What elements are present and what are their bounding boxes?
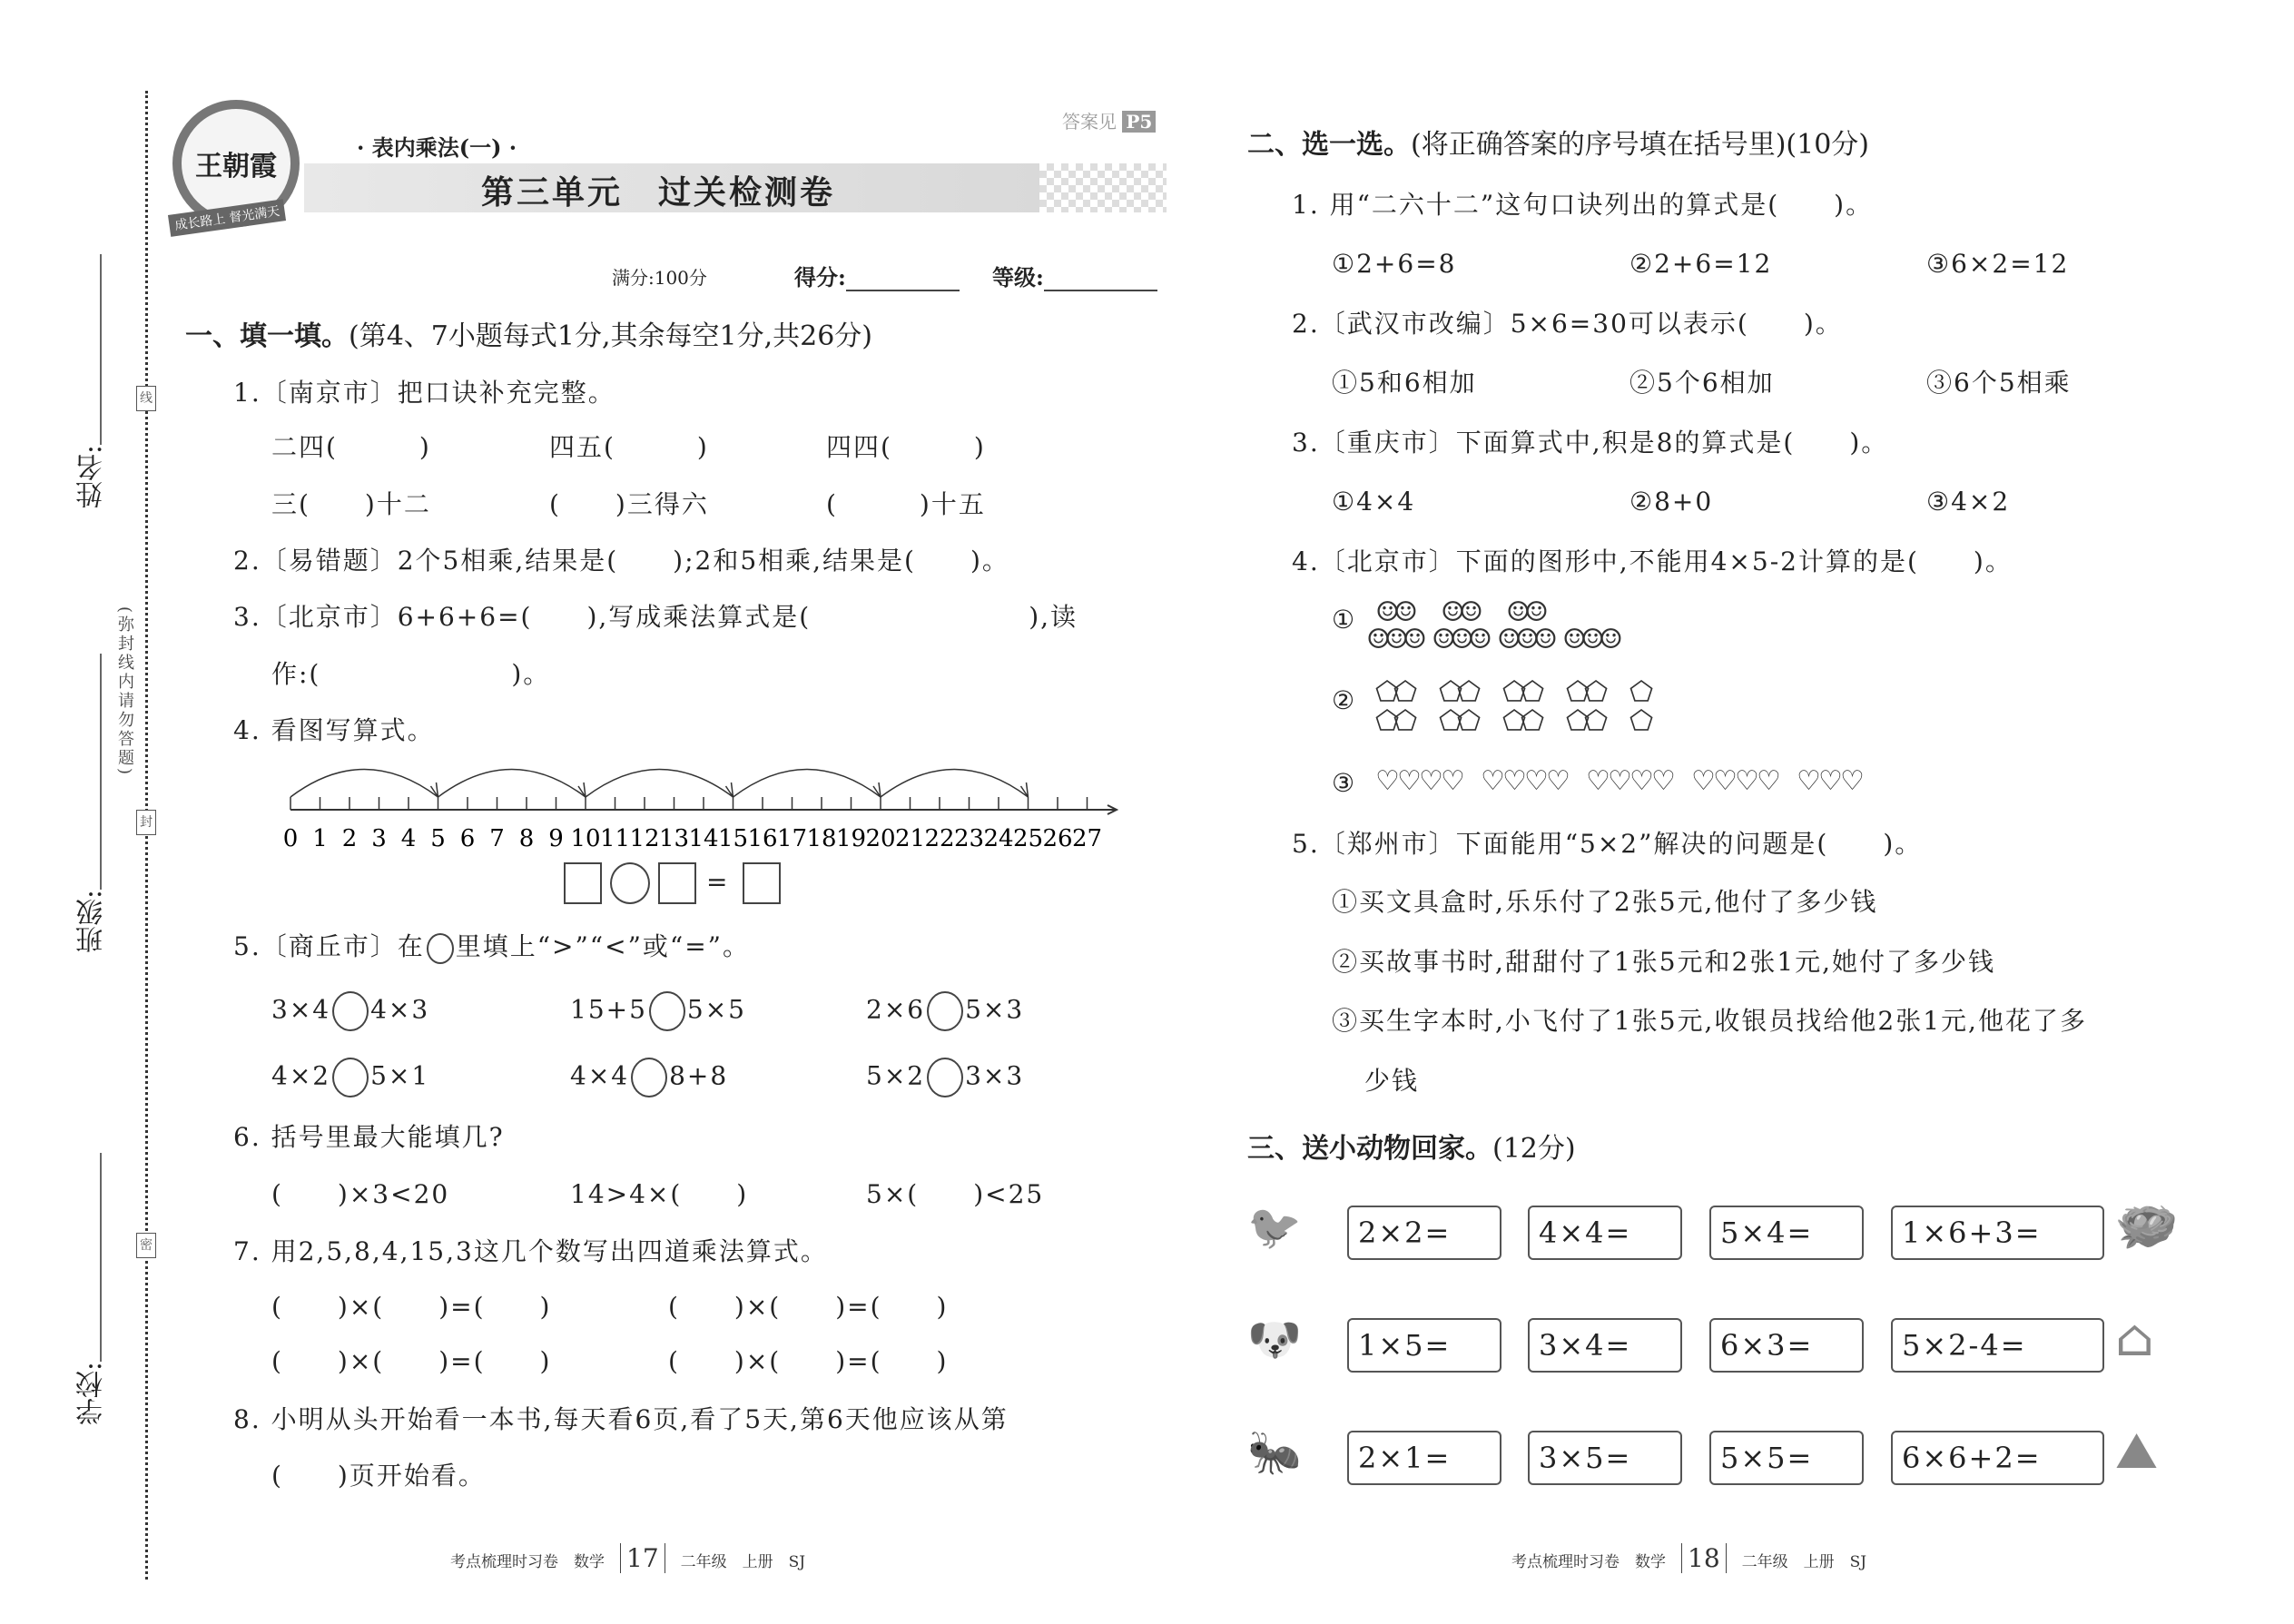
heart-icon: ♡ (1441, 765, 1465, 797)
tick-label: 17 (776, 825, 808, 852)
q1-7-blank[interactable]: ( )×( )=( ) (668, 1292, 949, 1322)
smiley-icon: ☺ (1393, 596, 1418, 628)
pentagon-icon: ⬠ (1584, 676, 1609, 708)
expression-box[interactable]: 6×3= (1709, 1318, 1864, 1373)
smiley-icon: ☺ (1533, 624, 1558, 655)
dog-icon[interactable]: 🐶 (1247, 1314, 1302, 1365)
smiley-icon: ☺ (1441, 596, 1465, 628)
q2-1-option: ③6×2=12 (1926, 249, 2070, 279)
pentagon-icon: ⬠ (1393, 705, 1418, 737)
pentagon-icon: ⬠ (1439, 705, 1463, 737)
heart-icon: ♡ (1502, 765, 1527, 797)
heart-icon: ♡ (1757, 765, 1781, 797)
heart-icon: ♡ (1818, 765, 1843, 797)
tick-label: 21 (894, 825, 926, 852)
section-3-title: 三、送小动物回家。 (1247, 1133, 1492, 1165)
smiley-icon: ☺ (1599, 624, 1623, 655)
pentagon-icon: ⬠ (1521, 676, 1545, 708)
q1-4-text: 4. 看图写算式。 (233, 715, 435, 745)
q1-6-item[interactable]: ( )×3<20 (271, 1179, 450, 1209)
brand-name: 王朝霞 (195, 151, 277, 182)
pentagon-icon: ⬠ (1629, 705, 1654, 737)
tick-label: 5 (430, 825, 446, 852)
comparison-circle[interactable] (927, 991, 963, 1031)
tick-label: 24 (983, 825, 1014, 852)
pentagon-icon: ⬠ (1566, 705, 1590, 737)
q2-5-option: ③买生字本时,小飞付了1张5元,收银员找给他2张1元,他花了多 (1332, 1006, 2087, 1036)
jump-arc (881, 770, 1029, 798)
pentagon-icon: ⬠ (1584, 705, 1609, 737)
circle-icon (427, 933, 454, 964)
expression-box[interactable]: 5×5= (1709, 1431, 1864, 1485)
expression-box[interactable]: 3×4= (1528, 1318, 1682, 1373)
school-line[interactable] (100, 1153, 102, 1362)
q1-5-post: 里填上“>”“<”或“=”。 (455, 931, 750, 961)
nest-icon[interactable]: 🪺 (2115, 1197, 2179, 1256)
tick-label: 16 (747, 825, 778, 852)
q2-2-option: ③6个5相乘 (1926, 368, 2072, 398)
smiley-icon: ☺ (1524, 596, 1549, 628)
tick-label: 23 (953, 825, 985, 852)
section-2-heading (1247, 129, 1869, 162)
smiley-icon: ☺ (1375, 596, 1400, 628)
banner-checker-pattern (1039, 163, 1167, 212)
page-number: 18 (1681, 1543, 1727, 1573)
q1-7-blank[interactable]: ( )×( )=( ) (271, 1346, 552, 1376)
section-3-heading (1247, 1133, 1576, 1166)
answer-box[interactable] (658, 862, 696, 904)
tick-label: 18 (806, 825, 837, 852)
comparison-circle[interactable] (649, 991, 685, 1031)
heart-icon: ♡ (1691, 765, 1716, 797)
q1-5-pre: 5.〔商丘市〕在 (233, 931, 425, 961)
q1-7-blank[interactable]: ( )×( )=( ) (668, 1346, 949, 1376)
tick-label: 7 (489, 825, 505, 852)
tick-label: 12 (629, 825, 660, 852)
unit-subtitle: · 表内乘法(一) · (357, 134, 517, 161)
smiley-icon: ☺ (1459, 596, 1483, 628)
tick-label: 4 (400, 825, 417, 852)
seal-mark-feng: 封 (136, 810, 156, 835)
q1-8-text-cont[interactable]: ( )页开始看。 (271, 1461, 486, 1491)
fold-dotted-line (145, 91, 148, 1580)
comparison-item (271, 991, 429, 1031)
footer-left (450, 1543, 805, 1573)
smiley-icon: ☺ (1450, 624, 1474, 655)
tick-label: 2 (341, 825, 358, 852)
q1-3-text-cont[interactable]: 作:( )。 (271, 659, 551, 689)
heart-icon: ♡ (1651, 765, 1676, 797)
tick-label: 19 (835, 825, 867, 852)
name-line[interactable] (100, 254, 102, 445)
q1-1-blank[interactable]: 二四( ) (271, 432, 431, 462)
seal-note: (弥封线内请勿答题) (115, 606, 134, 778)
comparison-item (570, 991, 746, 1031)
section-3-note: (12分) (1492, 1133, 1576, 1165)
tick-label: 10 (570, 825, 601, 852)
comparison-left: 3×4 (271, 994, 331, 1025)
expression-box[interactable]: 2×2= (1347, 1206, 1501, 1260)
q2-5-option: ①买文具盒时,乐乐付了2张5元,他付了多少钱 (1332, 887, 1878, 917)
pentagon-icon: ⬠ (1502, 676, 1527, 708)
expression-box[interactable]: 1×6+3= (1891, 1206, 2104, 1260)
score-field[interactable] (794, 260, 960, 291)
heart-icon: ♡ (1419, 765, 1443, 797)
smiley-icon: ☺ (1562, 624, 1587, 655)
comparison-left: 5×2 (866, 1060, 926, 1091)
smiley-icon: ☺ (1506, 596, 1531, 628)
expression-box[interactable]: 5×2-4= (1891, 1318, 2104, 1373)
q2-2-text[interactable]: 2.〔武汉市改编〕5×6=30可以表示( )。 (1292, 309, 1843, 339)
section-1-note: (第4、7小题每式1分,其余每空1分,共26分) (349, 320, 873, 352)
q2-1-text[interactable]: 1. 用“二六十二”这句口诀列出的算式是( )。 (1292, 190, 1874, 220)
answer-ref-label: 答案见 (1062, 111, 1117, 133)
q1-6-item[interactable]: 14>4×( ) (570, 1179, 749, 1209)
q1-1-text: 1.〔南京市〕把口诀补充完整。 (233, 378, 615, 408)
smiley-icon: ☺ (1384, 624, 1409, 655)
pentagon-icon: ⬠ (1393, 676, 1418, 708)
tick-label: 11 (599, 825, 631, 852)
q2-4-label: ① (1332, 605, 1357, 635)
q1-5-text (233, 931, 750, 964)
tick-label: 15 (717, 825, 749, 852)
q2-3-option: ②8+0 (1629, 487, 1714, 517)
ant-icon[interactable]: 🐜 (1247, 1427, 1302, 1478)
section-1-heading (185, 320, 872, 353)
smiley-icon: ☺ (1497, 624, 1521, 655)
score-label: 得分: (794, 264, 846, 290)
page-title: 第三单元 过关检测卷 (481, 174, 836, 212)
anthill-icon[interactable]: ⛰ (2115, 1422, 2159, 1481)
equals-sign: = (706, 867, 730, 897)
tick-label: 0 (282, 825, 299, 852)
q1-1-blank[interactable]: ( )三得六 (549, 489, 709, 519)
answer-box[interactable] (743, 862, 781, 904)
tick-label: 22 (924, 825, 955, 852)
tick-label: 6 (459, 825, 476, 852)
q1-2-text[interactable]: 2.〔易错题〕2个5相乘,结果是( );2和5相乘,结果是( )。 (233, 546, 1009, 576)
footer-series: 考点梳理时习卷 数学 (1511, 1553, 1666, 1571)
jump-arc (438, 770, 586, 798)
q2-5-option: ②买故事书时,甜甜付了1张5元和2张1元,她付了多少钱 (1332, 947, 1996, 977)
q2-3-option: ③4×2 (1926, 487, 2011, 517)
page-number: 17 (620, 1543, 665, 1573)
comparison-item (866, 1058, 1024, 1097)
name-label: 姓名: (76, 445, 108, 509)
q2-3-option: ①4×4 (1332, 487, 1416, 517)
smiley-icon: ☺ (1515, 624, 1540, 655)
q2-2-option: ①5和6相加 (1332, 368, 1477, 398)
comparison-right: 5×1 (370, 1060, 430, 1091)
q2-3-text[interactable]: 3.〔重庆市〕下面算式中,积是8的算式是( )。 (1292, 428, 1889, 458)
footer-grade: 二年级 上册 SJ (680, 1553, 806, 1571)
jump-arc (290, 770, 438, 798)
number-line (272, 753, 1135, 853)
comparison-circle[interactable] (631, 1058, 667, 1097)
heart-icon: ♡ (1629, 765, 1654, 797)
q1-1-blank[interactable]: 三( )十二 (271, 489, 431, 519)
tick-label: 14 (688, 825, 719, 852)
heart-icon: ♡ (1375, 765, 1400, 797)
grade-field[interactable] (992, 260, 1157, 291)
heart-icon: ♡ (1608, 765, 1632, 797)
grade-blank[interactable] (1044, 268, 1157, 291)
tick-label: 3 (371, 825, 387, 852)
q2-1-option: ①2+6=8 (1332, 249, 1457, 279)
q1-7-text: 7. 用2,5,8,4,15,3这几个数写出四道乘法算式。 (233, 1236, 828, 1266)
expression-box[interactable]: 3×5= (1528, 1431, 1682, 1485)
tick-label: 26 (1042, 825, 1073, 852)
comparison-right: 4×3 (370, 994, 430, 1025)
comparison-left: 15+5 (570, 994, 647, 1025)
smiley-icon: ☺ (1366, 624, 1391, 655)
brand-slogan: 成长路上 督光满天 (168, 199, 287, 237)
heart-icon: ♡ (1735, 765, 1759, 797)
answer-box[interactable] (564, 862, 602, 904)
seal-mark-mi: 密 (136, 1233, 156, 1258)
section-2-note: (将正确答案的序号填在括号里)(10分) (1411, 129, 1869, 161)
comparison-right: 5×3 (965, 994, 1025, 1025)
comparison-right: 5×5 (686, 994, 746, 1025)
comparison-left: 4×2 (271, 1060, 331, 1091)
class-label: 班级: (76, 890, 108, 954)
jump-arc (733, 770, 881, 798)
pentagon-icon: ⬠ (1629, 676, 1654, 708)
q1-1-blank[interactable]: 四四( ) (826, 432, 986, 462)
heart-icon: ♡ (1713, 765, 1738, 797)
smiley-icon: ☺ (1432, 624, 1456, 655)
grade-label: 等级: (992, 264, 1044, 290)
pentagon-icon: ⬠ (1521, 705, 1545, 737)
heart-icon: ♡ (1546, 765, 1570, 797)
pentagon-icon: ⬠ (1502, 705, 1527, 737)
footer-right (1511, 1543, 1866, 1573)
expression-box[interactable]: 1×5= (1347, 1318, 1501, 1373)
q2-2-option: ②5个6相加 (1629, 368, 1775, 398)
footer-series: 考点梳理时习卷 数学 (450, 1553, 605, 1571)
full-score: 满分:100分 (612, 267, 707, 289)
comparison-left: 2×6 (866, 994, 926, 1025)
pentagon-icon: ⬠ (1375, 676, 1400, 708)
pentagon-icon: ⬠ (1439, 676, 1463, 708)
q1-1-blank[interactable]: ( )十五 (826, 489, 986, 519)
pentagon-icon: ⬠ (1566, 676, 1590, 708)
comparison-item (570, 1058, 728, 1097)
q1-8-text: 8. 小明从头开始看一本书,每天看6页,看了5天,第6天他应该从第 (233, 1404, 1009, 1434)
comparison-circle[interactable] (332, 1058, 369, 1097)
q1-3-text[interactable]: 3.〔北京市〕6+6+6=( ),写成乘法算式是( ),读 (233, 602, 1078, 632)
section-2-title: 二、选一选。 (1247, 129, 1411, 161)
comparison-right: 3×3 (965, 1060, 1025, 1091)
tick-label: 27 (1071, 825, 1103, 852)
tick-label: 13 (658, 825, 690, 852)
tick-label: 20 (865, 825, 896, 852)
seal-mark-xian: 线 (136, 386, 156, 411)
comparison-left: 4×4 (570, 1060, 630, 1091)
tick-label: 25 (1012, 825, 1044, 852)
school-label: 学校: (76, 1362, 108, 1426)
tick-label: 9 (548, 825, 564, 852)
class-line[interactable] (100, 654, 102, 890)
q1-6-item[interactable]: 5×( )<25 (866, 1179, 1045, 1209)
smiley-icon: ☺ (1468, 624, 1492, 655)
pentagon-icon: ⬠ (1375, 705, 1400, 737)
q2-4-label: ③ (1332, 768, 1357, 798)
heart-icon: ♡ (1524, 765, 1549, 797)
expression-box[interactable]: 5×4= (1709, 1206, 1864, 1260)
doghouse-icon[interactable]: ⌂ (2115, 1309, 2154, 1368)
q2-1-option: ②2+6=12 (1629, 249, 1773, 279)
footer-grade: 二年级 上册 SJ (1741, 1553, 1867, 1571)
heart-icon: ♡ (1840, 765, 1865, 797)
comparison-item (271, 1058, 429, 1097)
heart-icon: ♡ (1586, 765, 1610, 797)
comparison-right: 8+8 (669, 1060, 729, 1091)
pentagon-icon: ⬠ (1457, 705, 1482, 737)
heart-icon: ♡ (1481, 765, 1505, 797)
smiley-icon: ☺ (1403, 624, 1427, 655)
q1-7-blank[interactable]: ( )×( )=( ) (271, 1292, 552, 1322)
section-1-title: 一、填一填。 (185, 320, 349, 352)
q2-5-text[interactable]: 5.〔郑州市〕下面能用“5×2”解决的问题是( )。 (1292, 829, 1923, 859)
jump-arc (586, 770, 733, 798)
answer-page-badge: P5 (1122, 111, 1156, 133)
heart-icon: ♡ (1397, 765, 1422, 797)
tick-label: 1 (312, 825, 328, 852)
smiley-icon: ☺ (1580, 624, 1605, 655)
heart-icon: ♡ (1797, 765, 1821, 797)
q1-6-text: 6. 括号里最大能填几? (233, 1122, 505, 1152)
q1-1-blank[interactable]: 四五( ) (549, 432, 709, 462)
q2-4-label: ② (1332, 685, 1357, 715)
comparison-item (866, 991, 1024, 1031)
expression-box[interactable]: 4×4= (1528, 1206, 1682, 1260)
tick-label: 8 (518, 825, 535, 852)
comparison-circle[interactable] (927, 1058, 963, 1097)
answer-ref (1062, 107, 1156, 133)
answer-operator-circle[interactable] (610, 862, 650, 904)
pentagon-icon: ⬠ (1457, 676, 1482, 708)
expression-box[interactable]: 6×6+2= (1891, 1431, 2104, 1485)
q2-5-option-cont: 少钱 (1364, 1066, 1420, 1096)
q2-4-text[interactable]: 4.〔北京市〕下面的图形中,不能用4×5-2计算的是( )。 (1292, 546, 2013, 576)
comparison-circle[interactable] (332, 991, 369, 1031)
expression-box[interactable]: 2×1= (1347, 1431, 1501, 1485)
bird-icon[interactable]: 🐦 (1247, 1202, 1302, 1253)
score-blank[interactable] (846, 268, 960, 291)
